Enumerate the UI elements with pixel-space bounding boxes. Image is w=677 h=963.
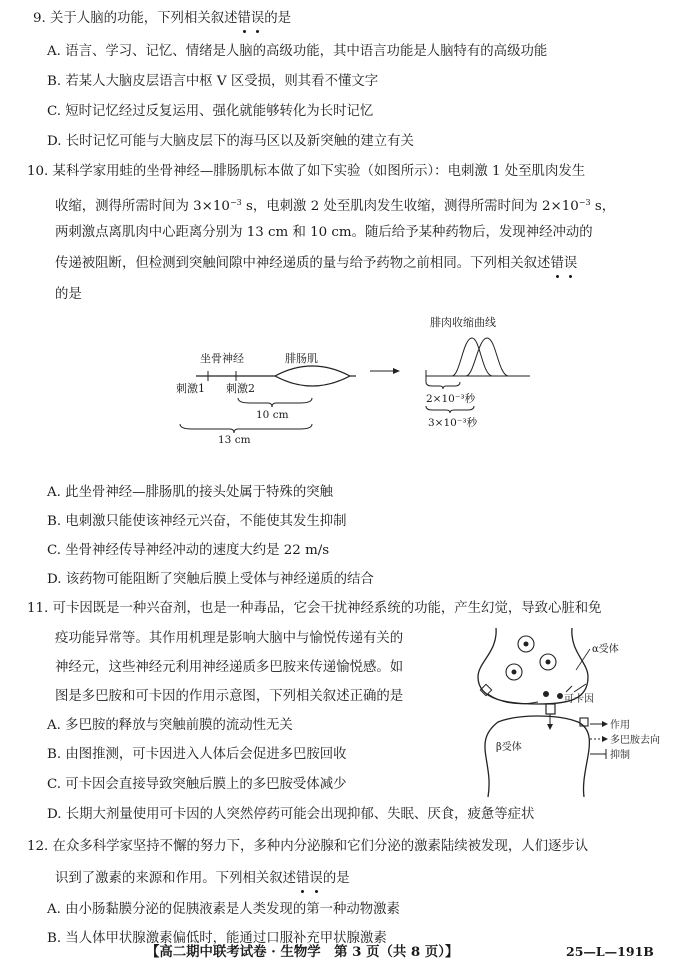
legend-inhibit: 抑制 <box>610 750 630 761</box>
muscle-label: 腓肠肌 <box>285 352 318 365</box>
q11-stem-line1: 11. 可卡因既是一种兴奋剂，也是一种毒品，它会干扰神经系统的功能，产生幻觉，导致心脏和免 <box>27 601 602 616</box>
q12-stem-line1: 12. 在众多科学家坚持不懈的努力下，多种内分泌腺和它们分泌的激素陆续被发现，人们逐步认 <box>27 839 589 854</box>
emphasis-char: 误 <box>250 11 265 26</box>
brace-13cm <box>180 424 312 433</box>
q11-stem-line3: 神经元，这些神经元利用神经递质多巴胺来传递愉悦感。如 <box>55 660 404 675</box>
q9-option-c: C. 短时记忆经过反复运用、强化就能够转化为长时记忆 <box>47 104 374 119</box>
emphasis-char: 误 <box>309 871 323 886</box>
footer-title: 【高二期中联考试卷 · 生物学 第 3 页（共 8 页）】 <box>146 944 459 960</box>
distance-13cm: 13 cm <box>218 434 251 446</box>
q9-stem: 9. 关于人脑的功能，下列相关叙述错误的是 <box>33 11 292 26</box>
time-2ms: 2×10⁻³秒 <box>426 393 476 405</box>
q10-option-c: C. 坐骨神经传导神经冲动的速度大约是 22 m/s <box>47 543 330 558</box>
emphasis-char: 错 <box>296 871 310 886</box>
stim2-label: 刺激2 <box>226 382 255 395</box>
footer-code: 25—L—191B <box>566 944 654 959</box>
emphasis-char: 误 <box>563 256 578 271</box>
legend-action: 作用 <box>610 720 630 731</box>
stim1-label: 刺激1 <box>176 382 205 395</box>
q11-stem-line4: 图是多巴胺和可卡因的作用示意图，下列相关叙述正确的是 <box>55 689 404 704</box>
emphasis-char: 错 <box>550 256 564 271</box>
q10-stem-line4: 传递被阻断，但检测到突触间隙中神经递质的量与给予药物之前相同。下列相关叙述错误 <box>55 256 578 271</box>
cocaine-label: 可卡因 <box>564 694 594 705</box>
q10-stem-line3: 两刺激点离肌肉中心距离分别为 13 cm 和 10 cm。随后给予某种药物后，发现神经冲动的 <box>55 225 593 240</box>
q11-stem-line2: 疫功能异常等。其作用机理是影响大脑中与愉悦传递有关的 <box>55 631 404 646</box>
synapse-figure <box>468 622 663 797</box>
q11-option-c: C. 可卡因会直接导致突触后膜上的多巴胺受体减少 <box>47 777 347 792</box>
q10-stem-line5: 的是 <box>55 287 82 302</box>
distance-10cm: 10 cm <box>256 409 289 421</box>
q9-option-d: D. 长时记忆可能与大脑皮层下的海马区以及新突触的建立有关 <box>47 134 414 149</box>
nerve-muscle-figure <box>160 308 540 446</box>
postsynaptic-membrane <box>485 716 589 797</box>
q9-option-a: A. 语言、学习、记忆、情绪是人脑的高级功能，其中语言功能是人脑特有的高级功能 <box>47 44 548 59</box>
q11-option-b: B. 由图推测，可卡因进入人体后会促进多巴胺回收 <box>47 747 347 762</box>
q10-option-a: A. 此坐骨神经—腓肠肌的接头处属于特殊的突触 <box>47 485 333 500</box>
q10-option-b: B. 电刺激只能使该神经元兴奋，不能使其发生抑制 <box>47 514 347 529</box>
q9-option-b: B. 若某人大脑皮层语言中枢 V 区受损，则其看不懂文字 <box>47 74 379 89</box>
contraction-curve-1 <box>426 338 496 376</box>
muscle-shape <box>275 366 350 386</box>
curve-title: 腓肉收缩曲线 <box>430 316 496 329</box>
q10-stem-line1: 10. 某科学家用蛙的坐骨神经—腓肠肌标本做了如下实验（如图所示）：电刺激 1 处至肌肉发生 <box>27 164 586 179</box>
brace-10cm <box>238 398 312 407</box>
beta-receptor-label: β受体 <box>496 742 522 753</box>
q10-stem-line2: 收缩，测得所需时间为 $3\times 10^{-3}$ s，电刺激 2 处至肌肉发生收缩，测得所需时间为 $2\times 10^{-3}$ s， <box>55 198 616 214</box>
alpha-receptor-label: α受体 <box>592 644 619 655</box>
q12-option-b: B. 当人体甲状腺激素偏低时，能通过口服补充甲状腺激素 <box>47 931 387 946</box>
q11-option-a: A. 多巴胺的释放与突触前膜的流动性无关 <box>47 718 293 733</box>
q12-stem-line2: 识到了激素的来源和作用。下列相关叙述错误的是 <box>55 871 350 886</box>
q11-option-d: D. 长期大剂量使用可卡因的人突然停药可能会出现抑郁、失眠、厌食，疲惫等症状 <box>47 807 535 822</box>
nerve-label: 坐骨神经 <box>200 352 244 365</box>
cocaine-icon <box>546 704 555 714</box>
q12-option-a: A. 由小肠黏膜分泌的促胰液素是人类发现的第一种动物激素 <box>47 902 400 917</box>
q10-option-d: D. 该药物可能阻断了突触后膜上受体与神经递质的结合 <box>47 572 374 587</box>
emphasis-char: 错 <box>237 11 251 26</box>
arrow-head <box>393 368 400 374</box>
beta-receptor-icon <box>580 718 588 726</box>
legend-flow: 多巴胺去向 <box>610 735 660 746</box>
time-3ms: 3×10⁻³秒 <box>428 417 478 429</box>
